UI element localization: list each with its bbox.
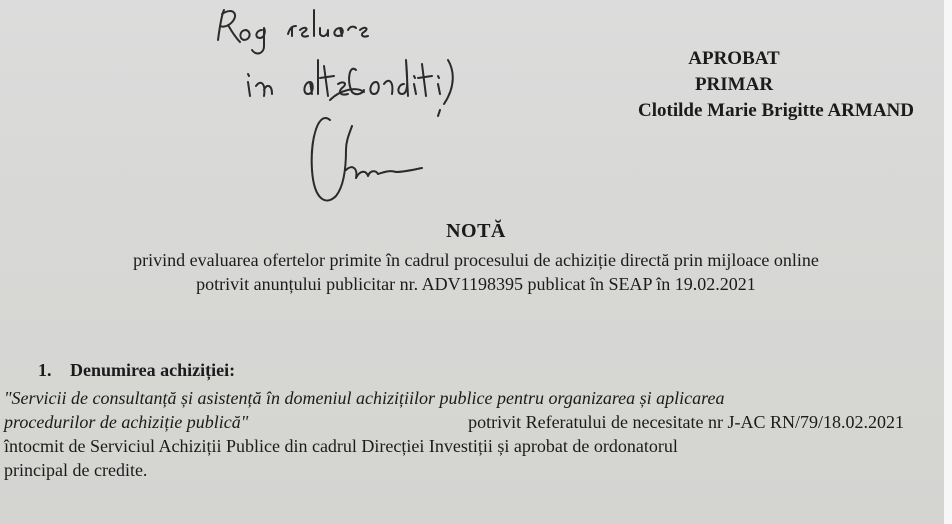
approval-role: PRIMAR	[694, 74, 774, 95]
body-line-4: principal de credite.	[4, 460, 148, 480]
subtitle-line-1: privind evaluarea ofertelor primite în cadrul procesului de achiziție directă prin mijloace online	[133, 250, 819, 270]
section-title: Denumirea achiziției:	[70, 360, 236, 380]
body-line-1: "Servicii de consultanță și asistență în domeniul achizițiilor publice pentru organizarea și aplicarea	[4, 388, 725, 408]
approval-label: APROBAT	[688, 48, 780, 69]
section-body	[4, 386, 904, 482]
handwritten-annotation-signature	[200, 0, 520, 220]
approval-block	[554, 46, 914, 124]
approval-name: Clotilde Marie Brigitte ARMAND	[638, 100, 914, 121]
body-line-2-italic: procedurilor de achiziție publică"	[4, 412, 249, 432]
document-title: NOTĂ	[446, 220, 506, 242]
section-number: 1.	[38, 360, 52, 380]
document-subtitle	[0, 248, 952, 296]
page-edge	[944, 0, 952, 524]
body-line-2	[4, 410, 904, 434]
subtitle-line-2: potrivit anunțului publicitar nr. ADV1198395 publicat în SEAP în 19.02.2021	[196, 274, 756, 294]
section-heading	[38, 360, 235, 381]
body-line-2-rest: potrivit Referatului de necesitate nr J-AC RN/79/18.02.2021	[468, 412, 904, 432]
body-line-3: întocmit de Serviciul Achiziții Publice din cadrul Direcției Investiții și aprobat de ordonatorul	[4, 436, 678, 456]
